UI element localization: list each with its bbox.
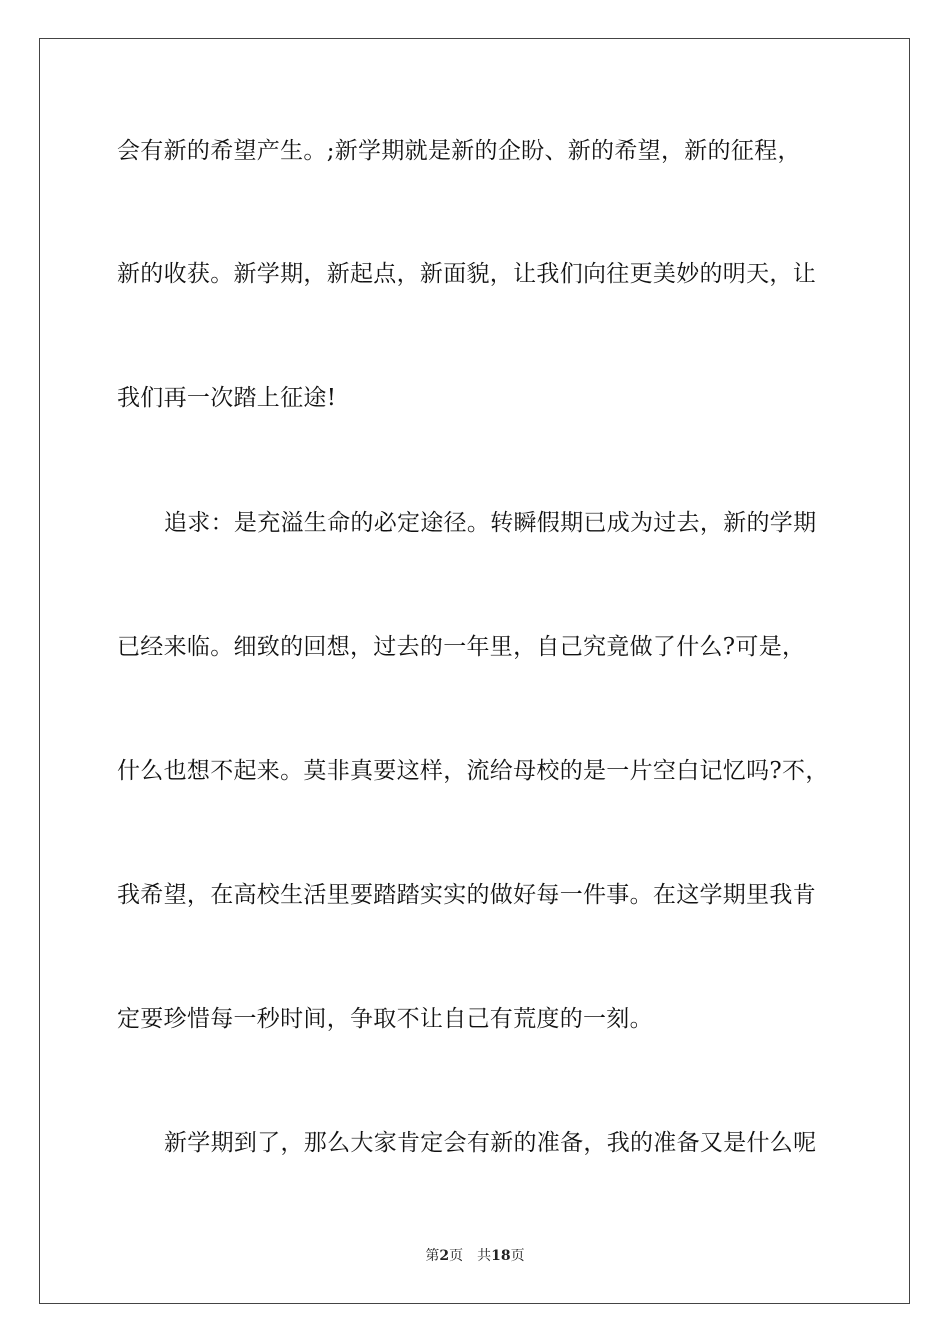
page-suffix: 页 — [449, 1248, 464, 1264]
text-line: 已经来临。细致的回想，过去的一年里，自己究竟做了什么?可是， — [117, 634, 806, 660]
text-line: 我希望，在高校生活里要踏踏实实的做好每一件事。在这学期里我肯 — [117, 882, 816, 908]
total-suffix: 页 — [510, 1248, 525, 1264]
text-line: 我们再一次踏上征途! — [117, 385, 337, 411]
paragraph-start-line: 新学期到了，那么大家肯定会有新的准备，我的准备又是什么呢 — [164, 1130, 817, 1156]
text-line: 会有新的希望产生。;新学期就是新的企盼、新的希望，新的征程， — [117, 138, 801, 164]
page-frame — [39, 38, 910, 1304]
page-number: 2 — [439, 1248, 450, 1264]
page-footer — [0, 1246, 950, 1266]
total-pages: 18 — [491, 1248, 511, 1264]
paragraph-start-line: 追求：是充溢生命的必定途径。转瞬假期已成为过去，新的学期 — [164, 510, 817, 536]
page-prefix: 第 — [425, 1248, 440, 1264]
text-line: 定要珍惜每一秒时间，争取不让自己有荒度的一刻。 — [117, 1006, 653, 1032]
text-line: 新的收获。新学期，新起点，新面貌，让我们向往更美妙的明天，让 — [117, 261, 816, 287]
text-line: 什么也想不起来。莫非真要这样，流给母校的是一片空白记忆吗?不， — [117, 758, 829, 784]
total-prefix: 共 — [477, 1248, 492, 1264]
